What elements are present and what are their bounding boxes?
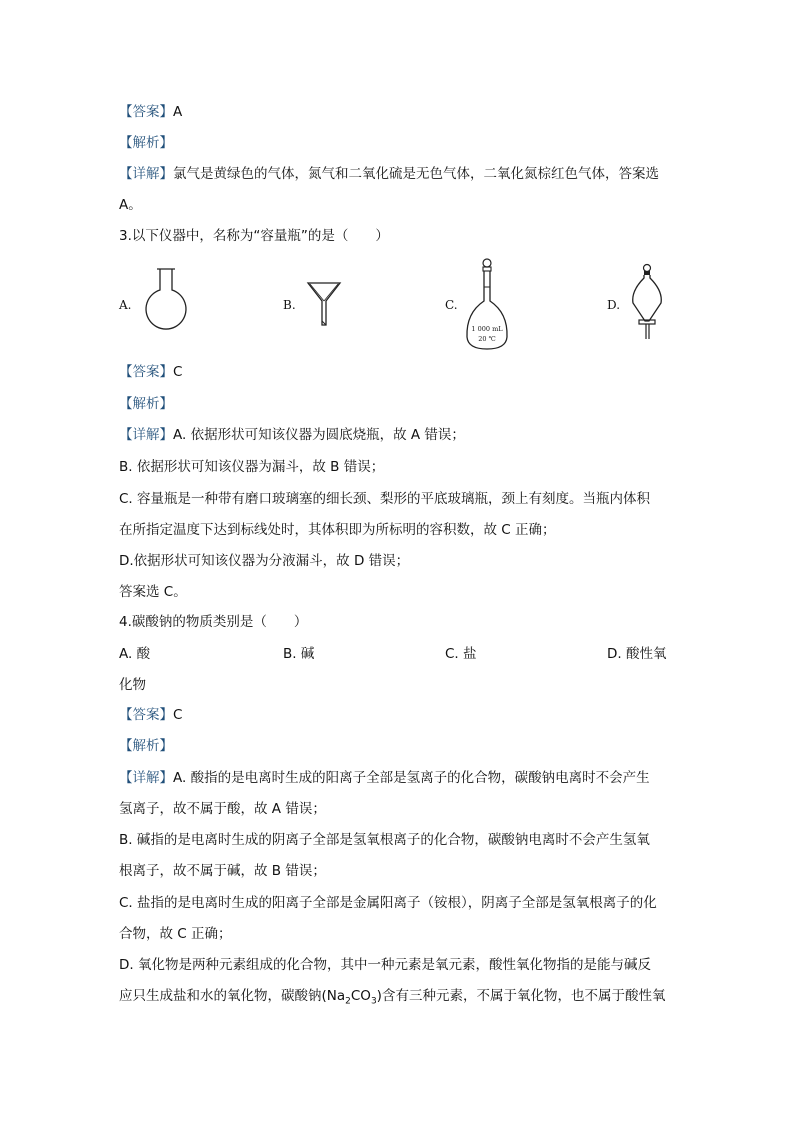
q4-option-d-continued: 化物 — [119, 677, 146, 693]
subscript-3: 3 — [370, 996, 377, 1007]
q3-conclusion: 答案选 C。 — [119, 584, 187, 600]
q3-analysis-heading — [119, 394, 173, 414]
q2-detail-line-1 — [119, 164, 659, 184]
round-bottom-flask-icon — [140, 266, 192, 336]
q4-stem: 4.碳酸钠的物质类别是（ ） — [119, 614, 308, 630]
analysis-tag: 【解析】 — [119, 738, 173, 754]
detail-text-post: )含有三种元素，不属于氧化物，也不属于酸性氧 — [376, 988, 666, 1004]
volumetric-flask-icon — [462, 257, 512, 353]
q3-option-a-label: A. — [119, 298, 132, 312]
q4-detail-line-a1 — [119, 768, 650, 788]
q2-detail-line-2: A。 — [119, 197, 142, 213]
q3-option-d-label: D. — [607, 298, 621, 312]
q4-detail-line-c2: 合物，故 C 正确； — [119, 926, 232, 942]
flask-temperature-label: 20 ℃ — [478, 335, 496, 343]
q3-answer — [119, 362, 182, 382]
answer-tag: 【答案】 — [119, 364, 173, 380]
q4-option-b: B. 碱 — [283, 646, 315, 662]
flask-capacity-label: 1 000 mL — [471, 325, 503, 333]
detail-text-pre: 应只生成盐和水的氧化物，碳酸钠(Na — [119, 988, 346, 1004]
q3-option-c-label: C. — [445, 298, 458, 312]
detail-text-mid: CO — [350, 988, 371, 1004]
q4-answer — [119, 705, 182, 725]
q4-detail-line-c1: C. 盐指的是电离时生成的阳离子全部是金属阳离子（铵根），阴离子全部是氢氧根离子的化 — [119, 895, 657, 911]
analysis-tag: 【解析】 — [119, 396, 173, 412]
answer-value: C — [173, 364, 183, 380]
detail-text: A. 依据形状可知该仪器为圆底烧瓶，故 A 错误； — [173, 427, 465, 443]
q4-detail-line-d1: D. 氧化物是两种元素组成的化合物，其中一种元素是氧元素，酸性氧化物指的是能与碱反 — [119, 957, 651, 973]
q4-option-d: D. 酸性氧 — [607, 646, 667, 662]
detail-text: A. 酸指的是电离时生成的阳离子全部是氢离子的化合物，碳酸钠电离时不会产生 — [173, 770, 650, 786]
q4-detail-line-a2: 氢离子，故不属于酸，故 A 错误； — [119, 801, 326, 817]
q3-detail-line-c1: C. 容量瓶是一种带有磨口玻璃塞的细长颈、梨形的平底玻璃瓶，颈上有刻度。当瓶内体积 — [119, 491, 651, 507]
q2-analysis-heading — [119, 133, 173, 153]
funnel-icon — [306, 281, 342, 329]
q3-detail-line-c2: 在所指定温度下达到标线处时，其体积即为所标明的容积数，故 C 正确； — [119, 522, 556, 538]
q3-stem: 3.以下仪器中，名称为“容量瓶”的是（ ） — [119, 228, 389, 244]
answer-value: C — [173, 707, 183, 723]
q3-detail-line-a — [119, 425, 465, 445]
answer-tag: 【答案】 — [119, 104, 173, 120]
analysis-tag: 【解析】 — [119, 135, 173, 151]
answer-value: A — [173, 104, 183, 120]
q3-option-b-label: B. — [283, 298, 296, 312]
q4-detail-line-d2 — [119, 986, 665, 1012]
answer-tag: 【答案】 — [119, 707, 173, 723]
q4-analysis-heading — [119, 736, 173, 756]
q3-detail-line-b: B. 依据形状可知该仪器为漏斗，故 B 错误； — [119, 459, 385, 475]
q3-detail-line-d: D.依据形状可知该仪器为分液漏斗，故 D 错误； — [119, 553, 410, 569]
detail-tag: 【详解】 — [119, 166, 173, 182]
q4-detail-line-b1: B. 碱指的是电离时生成的阴离子全部是氢氧根离子的化合物，碳酸钠电离时不会产生氢氧 — [119, 832, 650, 848]
subscript-2: 2 — [345, 996, 351, 1007]
detail-text: 氯气是黄绿色的气体，氮气和二氧化硫是无色气体，二氧化氮棕红色气体，答案选 — [173, 166, 659, 182]
detail-tag: 【详解】 — [119, 770, 173, 786]
q4-option-a: A. 酸 — [119, 646, 151, 662]
q2-answer — [119, 102, 182, 122]
detail-tag: 【详解】 — [119, 427, 173, 443]
separatory-funnel-icon — [628, 263, 666, 343]
q4-detail-line-b2: 根离子，故不属于碱，故 B 错误； — [119, 863, 326, 879]
q4-option-c: C. 盐 — [445, 646, 477, 662]
